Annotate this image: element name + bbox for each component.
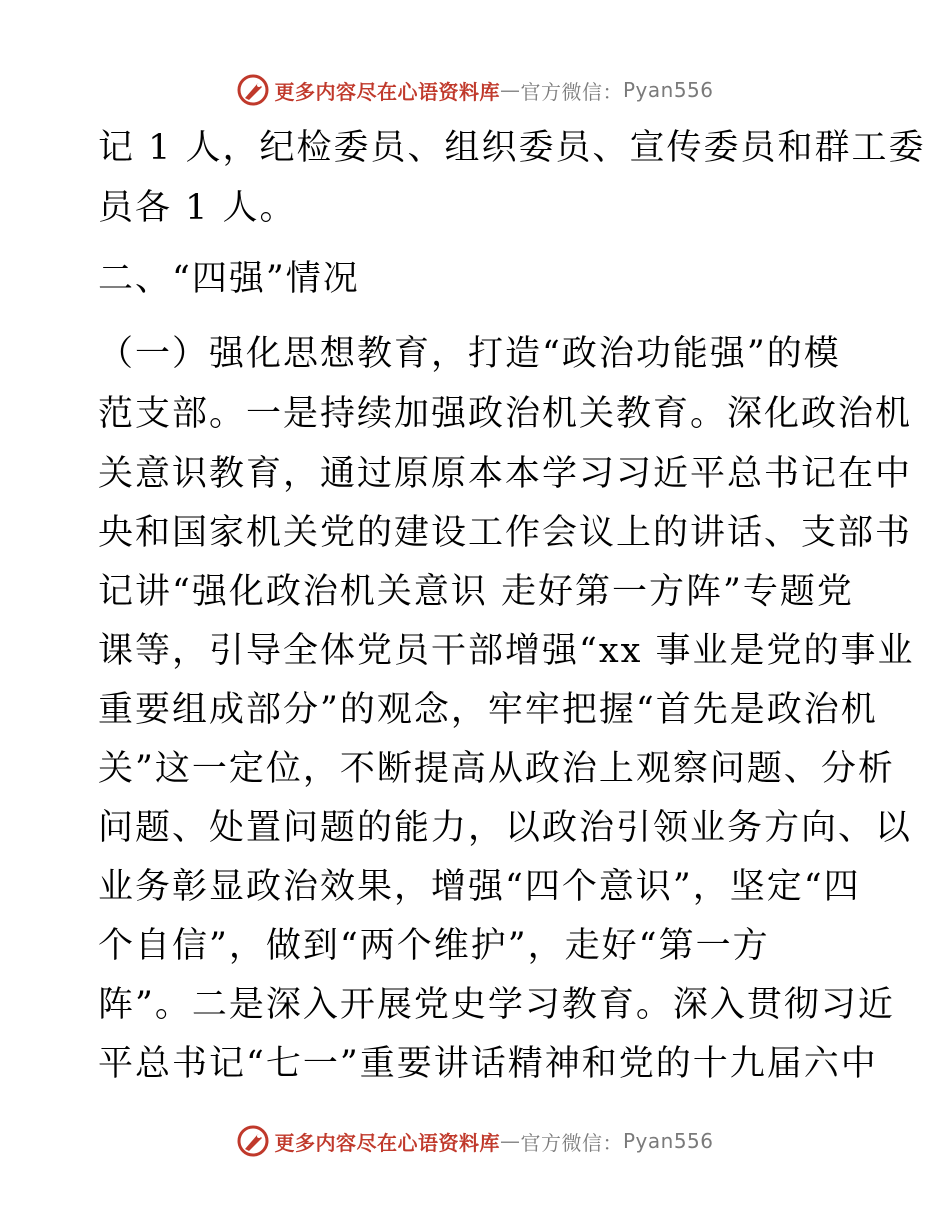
- header-watermark: [0, 70, 950, 110]
- body-line-11: 关”这一定位，不断提高从政治上观察问题、分析: [98, 749, 895, 789]
- body-line-14: 个自信”，做到“两个维护”，走好“第一方: [98, 926, 770, 966]
- watermark-wechat-label: 官方微信：: [520, 1130, 623, 1155]
- body-line-5: 范支部。一是持续加强政治机关教育。深化政治机: [98, 394, 913, 434]
- watermark-sep: —: [499, 78, 521, 102]
- body-line-9: 课等，引导全体党员干部增强“xx 事业是党的事业: [98, 631, 915, 671]
- watermark-main: 更多内容尽在心语资料库: [274, 1130, 500, 1155]
- watermark-wechat-id: Pyan556: [622, 1129, 714, 1153]
- body-line-15: 阵”。二是深入开展党史学习教育。深入贯彻习近: [98, 985, 895, 1025]
- body-line-1: 记 1 人，纪检委员、组织委员、宣传委员和群工委: [98, 128, 926, 168]
- body-line-8: 记讲“强化政治机关意识 走好第一方阵”专题党: [98, 572, 854, 612]
- body-line-10: 重要组成部分”的观念，牢牢把握“首先是政治机: [98, 690, 878, 730]
- body-line-16: 平总书记“七一”重要讲话精神和党的十九届六中: [98, 1044, 878, 1084]
- pen-nib-seal-icon: [236, 73, 270, 107]
- watermark-wechat-id: Pyan556: [622, 78, 714, 102]
- footer-watermark: [0, 1121, 950, 1161]
- body-line-13: 业务彰显政治效果，增强“四个意识”，坚定“四: [98, 867, 861, 907]
- subsection-heading-line: （一）强化思想教育，打造“政治功能强”的模: [98, 334, 841, 374]
- watermark-wechat-label: 官方微信：: [520, 79, 623, 104]
- pen-nib-seal-icon: [236, 1124, 270, 1158]
- watermark-sep: —: [499, 1129, 521, 1153]
- section-heading: 二、“四强”情况: [98, 259, 360, 299]
- body-line-12: 问题、处置问题的能力，以政治引领业务方向、以: [98, 808, 913, 848]
- body-line-7: 央和国家机关党的建设工作会议上的讲话、支部书: [98, 513, 913, 553]
- body-line-6: 关意识教育，通过原原本本学习习近平总书记在中: [98, 454, 913, 494]
- body-line-2: 员各 1 人。: [98, 188, 297, 228]
- watermark-main: 更多内容尽在心语资料库: [274, 79, 500, 104]
